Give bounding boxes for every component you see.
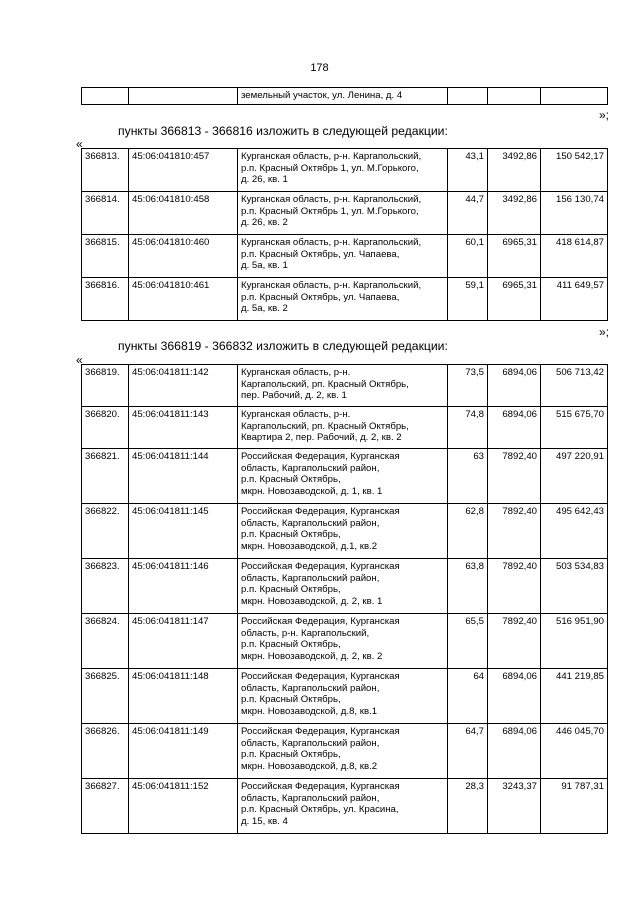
row-number-cell: 366822. [82, 504, 129, 559]
address-cell [238, 365, 448, 407]
row-number-cell: 366813. [82, 149, 129, 192]
address-line: р.п. Красный Октябрь, ул. Красина, [241, 804, 399, 815]
rate-cell: 7892,40 [488, 504, 541, 559]
row-number-cell: 366821. [82, 449, 129, 504]
address-line: р.п. Красный Октябрь, [241, 474, 341, 485]
address-line: д. 26, кв. 1 [241, 174, 288, 185]
cadastral-number-cell: 45:06:041811:149 [129, 724, 238, 779]
address-cell [238, 407, 448, 449]
area-cell: 63,8 [448, 559, 488, 614]
area-cell: 65,5 [448, 614, 488, 669]
cadastral-value-cell: 411 649,57 [541, 278, 608, 321]
table-row [82, 449, 608, 504]
cell [448, 88, 488, 105]
cell: земельный участок, ул. Ленина, д. 4 [238, 88, 448, 105]
rate-cell: 6965,31 [488, 278, 541, 321]
table-row [82, 669, 608, 724]
rate-cell: 3492,86 [488, 149, 541, 192]
address-line: область, Каргапольский район, [241, 572, 380, 584]
area-cell: 74,8 [448, 407, 488, 449]
cell [541, 88, 608, 105]
address-line: д. 15, кв. 4 [241, 815, 288, 827]
section2-table [81, 364, 608, 834]
row-number-cell: 366815. [82, 235, 129, 278]
address-line: р.п. Красный Октябрь, [241, 529, 341, 540]
rate-cell: 3492,86 [488, 192, 541, 235]
cadastral-number-cell: 45:06:041811:145 [129, 504, 238, 559]
rate-cell: 6894,06 [488, 724, 541, 779]
area-cell: 73,5 [448, 365, 488, 407]
cadastral-number-cell: 45:06:041811:152 [129, 779, 238, 834]
table-row [82, 88, 608, 105]
address-line: д. 26, кв. 2 [241, 217, 288, 228]
address-line: р.п. Красный Октябрь 1, ул. М.Горького, [241, 205, 419, 217]
address-line: Российская Федерация, Курганская [241, 451, 400, 462]
table-row [82, 504, 608, 559]
address-line: Курганская область, р-н. Каргапольский, [241, 237, 422, 248]
address-line: Курганская область, р-н. [241, 409, 351, 420]
address-line: мкрн. Новозаводской, д. 2, кв. 1 [241, 595, 383, 607]
rate-cell: 7892,40 [488, 614, 541, 669]
address-line: Российская Федерация, Курганская [241, 726, 400, 737]
address-cell [238, 559, 448, 614]
table-row [82, 407, 608, 449]
address-line: область, Каргапольский район, [241, 737, 380, 749]
address-line: р.п. Красный Октябрь, [241, 749, 341, 760]
table-row [82, 724, 608, 779]
cadastral-number-cell: 45:06:041810:458 [129, 192, 238, 235]
address-line: пер. Рабочий, д. 2, кв. 1 [241, 390, 347, 401]
table-row [82, 235, 608, 278]
address-line: Курганская область, р-н. Каргапольский, [241, 151, 422, 162]
address-line: мкрн. Новозаводской, д.1, кв.2 [241, 540, 378, 552]
section2-instruction: пункты 366819 - 366832 изложить в следующей редакции: [118, 339, 448, 353]
address-line: р.п. Красный Октябрь, [241, 584, 341, 595]
row-number-cell: 366819. [82, 365, 129, 407]
address-line: мкрн. Новозаводской, д.8, кв.2 [241, 760, 378, 772]
address-cell [238, 192, 448, 235]
cadastral-number-cell: 45:06:041810:461 [129, 278, 238, 321]
address-line: д. 5а, кв. 2 [241, 303, 288, 314]
address-line: Российская Федерация, Курганская [241, 616, 400, 627]
cadastral-number-cell: 45:06:041811:144 [129, 449, 238, 504]
address-line: мкрн. Новозаводской, д. 1, кв. 1 [241, 485, 383, 497]
cadastral-number-cell: 45:06:041811:147 [129, 614, 238, 669]
address-line: р.п. Красный Октябрь, ул. Чапаева, [241, 248, 400, 260]
address-line: область, р-н. Каргапольский, [241, 627, 370, 639]
cadastral-value-cell: 503 534,83 [541, 559, 608, 614]
cell [129, 88, 238, 105]
address-line: д. 5а, кв. 1 [241, 260, 288, 271]
cadastral-value-cell: 506 713,42 [541, 365, 608, 407]
table-row [82, 149, 608, 192]
section1-instruction: пункты 366813 - 366816 изложить в следующей редакции: [118, 124, 448, 138]
rate-cell: 6894,06 [488, 407, 541, 449]
row-number-cell: 366823. [82, 559, 129, 614]
address-cell [238, 504, 448, 559]
address-cell [238, 779, 448, 834]
cadastral-value-cell: 418 614,87 [541, 235, 608, 278]
address-line: р.п. Красный Октябрь, ул. Чапаева, [241, 291, 400, 303]
cell [488, 88, 541, 105]
address-line: Российская Федерация, Курганская [241, 561, 400, 572]
address-cell [238, 724, 448, 779]
rate-cell: 6965,31 [488, 235, 541, 278]
cadastral-number-cell: 45:06:041810:460 [129, 235, 238, 278]
row-number-cell: 366824. [82, 614, 129, 669]
address-line: мкрн. Новозаводской, д.8, кв.1 [241, 705, 378, 717]
address-cell [238, 669, 448, 724]
address-cell [238, 235, 448, 278]
row-number-cell: 366827. [82, 779, 129, 834]
address-line: Российская Федерация, Курганская [241, 781, 400, 792]
address-line: р.п. Красный Октябрь 1, ул. М.Горького, [241, 162, 419, 174]
address-line: р.п. Красный Октябрь, [241, 639, 341, 650]
cadastral-value-cell: 156 130,74 [541, 192, 608, 235]
opening-quote-2: « [76, 353, 83, 367]
address-line: Российская Федерация, Курганская [241, 671, 400, 682]
row-number-cell: 366825. [82, 669, 129, 724]
cadastral-value-cell: 150 542,17 [541, 149, 608, 192]
address-line: Курганская область, р-н. Каргапольский, [241, 280, 422, 291]
cadastral-value-cell: 515 675,70 [541, 407, 608, 449]
row-number-cell: 366820. [82, 407, 129, 449]
address-line: Российская Федерация, Курганская [241, 506, 400, 517]
closing-quote: »; [598, 108, 609, 122]
area-cell: 62,8 [448, 504, 488, 559]
area-cell: 63 [448, 449, 488, 504]
address-cell [238, 449, 448, 504]
cadastral-value-cell: 516 951,90 [541, 614, 608, 669]
table-row [82, 365, 608, 407]
address-line: Курганская область, р-н. Каргапольский, [241, 194, 422, 205]
prev-table [81, 87, 608, 105]
cadastral-value-cell: 495 642,43 [541, 504, 608, 559]
address-line: Курганская область, р-н. [241, 367, 351, 378]
section1-table [81, 148, 608, 321]
rate-cell: 6894,06 [488, 365, 541, 407]
cadastral-value-cell: 497 220,91 [541, 449, 608, 504]
area-cell: 44,7 [448, 192, 488, 235]
address-line: область, Каргапольский район, [241, 517, 380, 529]
address-cell [238, 614, 448, 669]
cadastral-value-cell: 446 045,70 [541, 724, 608, 779]
area-cell: 59,1 [448, 278, 488, 321]
address-line: р.п. Красный Октябрь, [241, 694, 341, 705]
closing-quote-2: »; [598, 325, 609, 339]
area-cell: 64 [448, 669, 488, 724]
table-row [82, 614, 608, 669]
table-row [82, 278, 608, 321]
rate-cell: 7892,40 [488, 449, 541, 504]
address-line: мкрн. Новозаводской, д. 2, кв. 2 [241, 650, 383, 662]
cadastral-number-cell: 45:06:041811:143 [129, 407, 238, 449]
rate-cell: 6894,06 [488, 669, 541, 724]
area-cell: 64,7 [448, 724, 488, 779]
address-line: Квартира 2, пер. Рабочий, д. 2, кв. 2 [241, 432, 402, 443]
cadastral-value-cell: 91 787,31 [541, 779, 608, 834]
cadastral-number-cell: 45:06:041811:146 [129, 559, 238, 614]
rate-cell: 3243,37 [488, 779, 541, 834]
cadastral-number-cell: 45:06:041811:142 [129, 365, 238, 407]
cell [82, 88, 129, 105]
area-cell: 28,3 [448, 779, 488, 834]
cadastral-number-cell: 45:06:041811:148 [129, 669, 238, 724]
table-row [82, 779, 608, 834]
opening-quote: « [76, 137, 83, 151]
address-line: область, Каргапольский район, [241, 462, 380, 474]
table-row [82, 559, 608, 614]
cadastral-value-cell: 441 219,85 [541, 669, 608, 724]
cadastral-number-cell: 45:06:041810:457 [129, 149, 238, 192]
page-number: 178 [310, 62, 329, 74]
address-cell [238, 278, 448, 321]
row-number-cell: 366826. [82, 724, 129, 779]
row-number-cell: 366816. [82, 278, 129, 321]
area-cell: 43,1 [448, 149, 488, 192]
address-cell [238, 149, 448, 192]
address-line: Каргапольский, рп. Красный Октябрь, [241, 420, 409, 432]
address-line: область, Каргапольский район, [241, 792, 380, 804]
address-line: Каргапольский, рп. Красный Октябрь, [241, 378, 409, 390]
table-row [82, 192, 608, 235]
area-cell: 60,1 [448, 235, 488, 278]
rate-cell: 7892,40 [488, 559, 541, 614]
address-line: область, Каргапольский район, [241, 682, 380, 694]
row-number-cell: 366814. [82, 192, 129, 235]
